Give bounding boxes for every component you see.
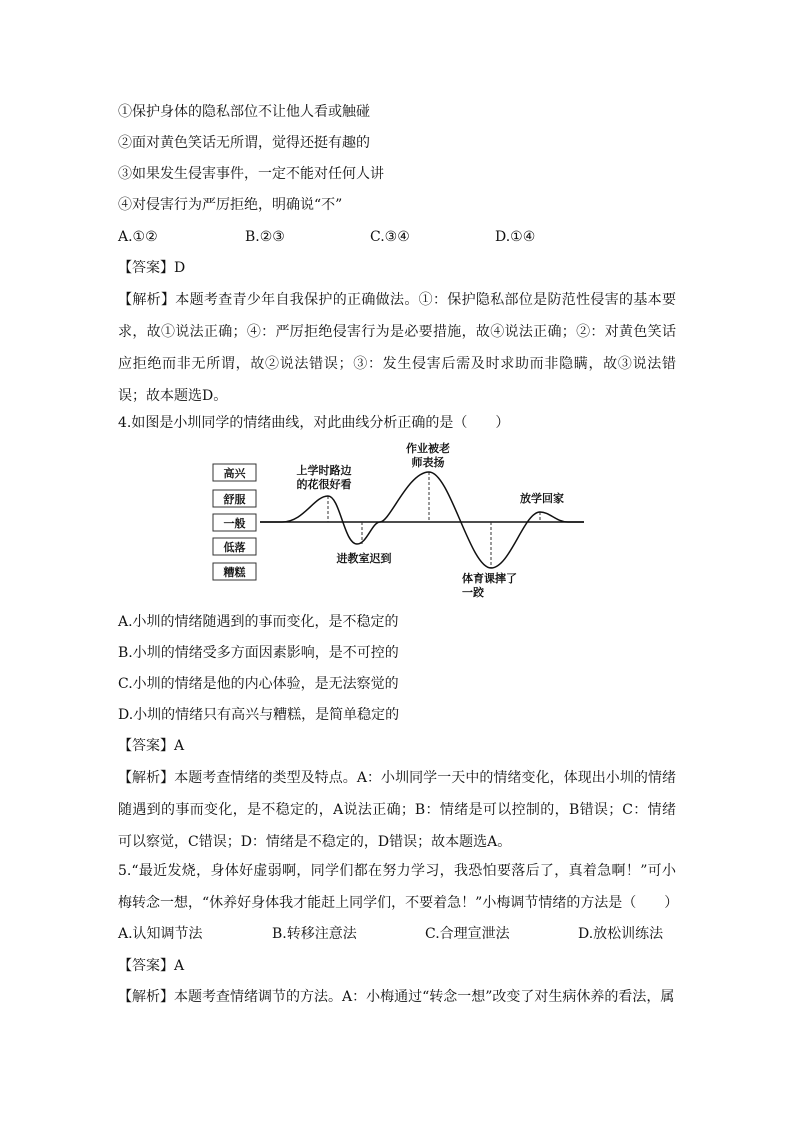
q3-analysis: 【解析】本题考查青少年自我保护的正确做法。①：保护隐私部位是防范性侵害的基本要求，故①说法正确；④：严厉拒绝侵害行为是必要措施，故④说法正确；②：对黄色笑话应拒绝而非无所谓，故②说法错误；③：发生侵害后需及时求助而非隐瞒，故③说法错误；故本题选D。	[118, 292, 676, 404]
annotation-homework-2: 师表扬	[411, 456, 445, 469]
level-label-comfortable: 舒服	[223, 493, 246, 506]
level-label-normal: 一般	[223, 517, 246, 530]
q3-options	[118, 227, 678, 247]
q3-item-3: ③如果发生侵害事件，一定不能对任何人讲	[118, 166, 384, 182]
annotation-home: 放学回家	[520, 492, 564, 505]
q5-answer: 【答案】A	[118, 958, 185, 974]
q3-option-c: C.③④	[370, 229, 410, 245]
annotation-school-way-1: 上学时路边	[296, 464, 352, 477]
q4-question: 4.如图是小圳同学的情绪曲线，对此曲线分析正确的是（ ）	[118, 415, 510, 431]
q5-option-c: C.合理宣泄法	[425, 926, 510, 942]
q3-option-b: B.②③	[245, 229, 285, 245]
q5-options	[118, 924, 678, 944]
q3-item-4: ④对侵害行为严厉拒绝，明确说“不”	[118, 197, 343, 213]
q3-item-2: ②面对黄色笑话无所谓，觉得还挺有趣的	[118, 135, 370, 151]
annotation-late: 进教室迟到	[336, 552, 392, 565]
q3-item-1: ①保护身体的隐私部位不让他人看或触碰	[118, 104, 370, 120]
level-label-bad: 糟糕	[223, 566, 246, 579]
annotation-pe-1: 体育课摔了	[462, 572, 517, 585]
q5-option-b: B.转移注意法	[272, 926, 357, 942]
annotation-school-way-2: 的花很好看	[296, 478, 352, 491]
q4-option-a: A.小圳的情绪随遇到的事而变化，是不稳定的	[118, 614, 399, 630]
q4-answer: 【答案】A	[118, 738, 185, 754]
level-box-high	[213, 464, 256, 481]
q4-analysis: 【解析】本题考查情绪的类型及特点。A：小圳同学一天中的情绪变化，体现出小圳的情绪随遇到的事而变化，是不稳定的，A说法正确；B：情绪是可以控制的，B错误；C：情绪可以察觉，C错误；D：情绪是不稳定的，D错误；故本题选A。	[118, 770, 676, 850]
level-label-high: 高兴	[223, 467, 246, 480]
level-box-normal	[213, 514, 256, 531]
level-label-low: 低落	[223, 541, 246, 554]
q5-analysis: 【解析】本题考查情绪调节的方法。A：小梅通过“转念一想”改变了对生病休养的看法，属	[118, 989, 675, 1005]
q4-option-b: B.小圳的情绪受多方面因素影响，是不可控的	[118, 645, 399, 661]
emotion-curve-figure	[212, 442, 592, 599]
annotation-homework-1: 作业被老	[406, 442, 450, 455]
q4-option-d: D.小圳的情绪只有高兴与糟糕，是简单稳定的	[118, 707, 400, 723]
annotation-pe-2: 一跤	[462, 586, 484, 599]
q5-option-a: A.认知调节法	[118, 926, 203, 942]
q3-answer: 【答案】D	[118, 260, 186, 276]
level-box-comfortable	[213, 490, 256, 507]
q4-option-c: C.小圳的情绪是他的内心体验，是无法察觉的	[118, 676, 399, 692]
level-box-bad	[213, 563, 256, 580]
q5-question: 5.“最近发烧，身体好虚弱啊，同学们都在努力学习，我恐怕要落后了，真着急啊！”可小梅转念一想，“休养好身体我才能赶上同学们，不要着急！”小梅调节情绪的方法是（ ）	[118, 863, 679, 911]
q5-option-d: D.放松训练法	[578, 926, 664, 942]
q3-option-a: A.①②	[118, 229, 158, 245]
q3-option-d: D.①④	[495, 229, 536, 245]
level-box-low	[213, 538, 256, 555]
